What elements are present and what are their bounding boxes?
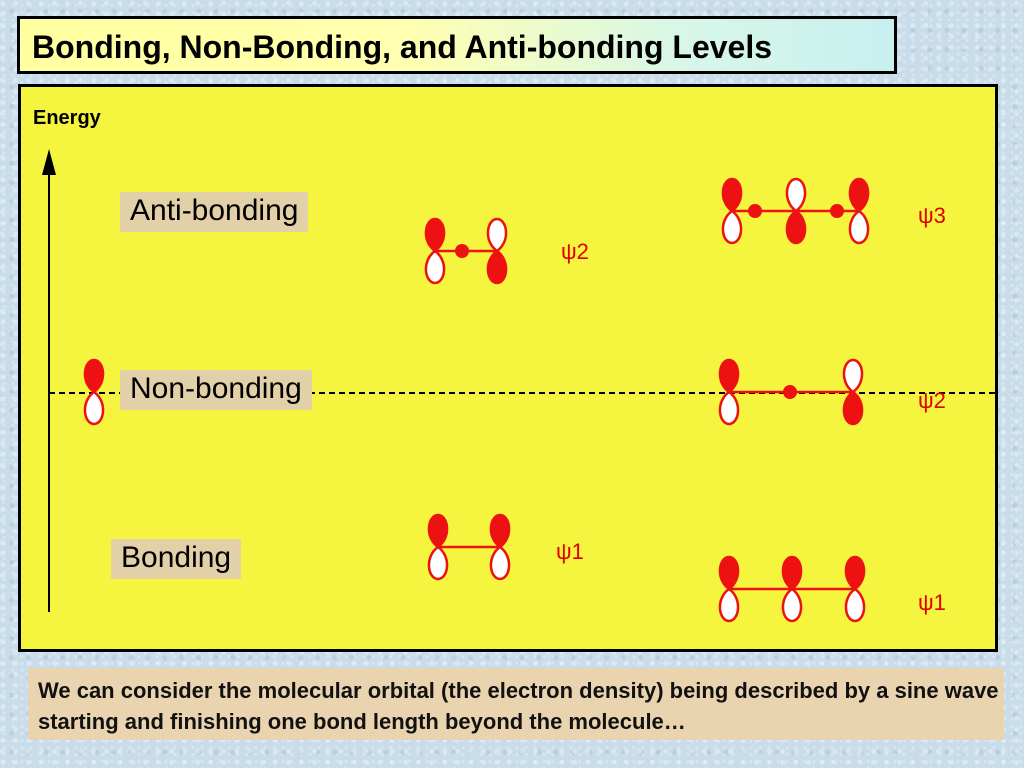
antibonding-label: Anti-bonding [120,192,308,232]
allyl-psi1-orbital-2-lower-lobe [491,547,509,579]
allyl-psi2-node [455,244,469,258]
allyl-psi2-orbital-2-upper-lobe [488,219,506,251]
pentadienyl-psi3-orbital-2-upper-lobe [787,179,805,211]
pentadienyl-psi2-orbital-1-upper-lobe [720,360,738,392]
allyl-psi2-label: ψ2 [561,239,589,264]
energy-axis-label: Energy [33,107,101,129]
isolated-p-orbital-lower-lobe [85,392,103,424]
allyl-psi1-orbital-1-lower-lobe [429,547,447,579]
isolated-p-orbital-upper-lobe [85,360,103,392]
nonbonding-label: Non-bonding [120,370,312,410]
pentadienyl-psi1-orbital-2-lower-lobe [783,589,801,621]
energy-axis-arrowhead [42,149,56,175]
allyl-psi2-orbital-1-lower-lobe [426,251,444,283]
caption-box [28,668,1004,740]
allyl-psi1-orbital-1-upper-lobe [429,515,447,547]
pentadienyl-psi3-orbital-1-lower-lobe [723,211,741,243]
pentadienyl-psi2-node [783,385,797,399]
energy-diagram-panel [18,84,998,652]
pentadienyl-psi2-orbital-1-lower-lobe [720,392,738,424]
allyl-psi2-orbital-2-lower-lobe [488,251,506,283]
title-box [17,16,897,74]
pentadienyl-psi2-orbital-3-upper-lobe [844,360,862,392]
pentadienyl-psi3-orbital-2-lower-lobe [787,211,805,243]
slide-title: Bonding, Non-Bonding, and Anti-bonding Levels [32,29,773,65]
pentadienyl-psi3-orbital-3-lower-lobe [850,211,868,243]
pentadienyl-psi1-orbital-2-upper-lobe [783,557,801,589]
bonding-label: Bonding [111,539,241,579]
pentadienyl-psi1-orbital-1-upper-lobe [720,557,738,589]
pentadienyl-psi3-orbital-1-upper-lobe [723,179,741,211]
pentadienyl-psi2-label: ψ2 [918,388,946,413]
pentadienyl-psi1-orbital-3-upper-lobe [846,557,864,589]
pentadienyl-psi1-label: ψ1 [918,590,946,615]
pentadienyl-psi2-orbital-3-lower-lobe [844,392,862,424]
pentadienyl-psi1-orbital-3-lower-lobe [846,589,864,621]
pentadienyl-psi3-label: ψ3 [918,203,946,228]
pentadienyl-psi3-node-1 [748,204,762,218]
allyl-psi1-label: ψ1 [556,539,584,564]
allyl-psi1-orbital-2-upper-lobe [491,515,509,547]
caption-text: We can consider the molecular orbital (the electron density) being described by a sine wave starting and finishing one bond length beyond the molecule… [38,678,999,734]
pentadienyl-psi3-orbital-3-upper-lobe [850,179,868,211]
pentadienyl-psi3-node-2 [830,204,844,218]
pentadienyl-psi1-orbital-1-lower-lobe [720,589,738,621]
allyl-psi2-orbital-1-upper-lobe [426,219,444,251]
